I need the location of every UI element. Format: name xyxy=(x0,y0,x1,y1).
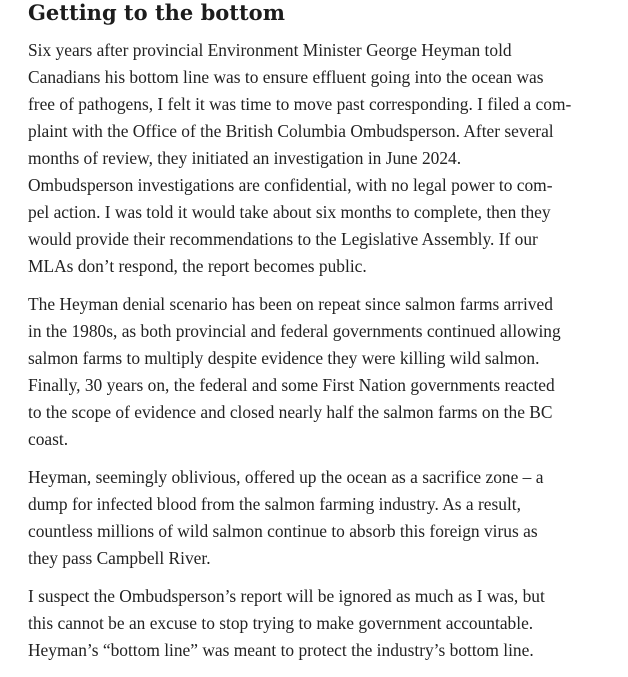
text-line: countless millions of wild salmon continue to absorb this foreign virus as xyxy=(28,521,538,541)
text-line: free of pathogens, I felt it was time to move past corresponding. I filed a com- xyxy=(28,94,572,114)
text-line: Heyman, seemingly oblivious, offered up the ocean as a sacrifice zone – a xyxy=(28,467,544,487)
text-line: months of review, they initiated an investigation in June 2024. xyxy=(28,148,462,168)
text-line: would provide their recommendations to the Legislative Assembly. If our xyxy=(28,229,538,249)
text-line: dump for infected blood from the salmon farming industry. As a result, xyxy=(28,494,521,514)
text-line: Finally, 30 years on, the federal and some First Nation governments reacted xyxy=(28,375,555,395)
paragraph-3 xyxy=(28,464,616,572)
text-line: I suspect the Ombudsperson’s report will be ignored as much as I was, but xyxy=(28,586,545,606)
article-heading: Getting to the bottom xyxy=(28,0,285,25)
text-line: coast. xyxy=(28,429,69,449)
article xyxy=(28,0,616,675)
paragraph-2 xyxy=(28,291,616,453)
text-line: Heyman’s “bottom line” was meant to protect the industry’s bottom line. xyxy=(28,640,534,660)
text-line: Canadians his bottom line was to ensure effluent going into the ocean was xyxy=(28,67,544,87)
text-line: salmon farms to multiply despite evidence they were killing wild salmon. xyxy=(28,348,540,368)
text-line: they pass Campbell River. xyxy=(28,548,211,568)
text-line: MLAs don’t respond, the report becomes public. xyxy=(28,256,367,276)
text-line: The Heyman denial scenario has been on repeat since salmon farms arrived xyxy=(28,294,553,314)
paragraph-4 xyxy=(28,583,616,664)
text-line: in the 1980s, as both provincial and federal governments continued allowing xyxy=(28,321,561,341)
text-line: plaint with the Office of the British Columbia Ombudsperson. After several xyxy=(28,121,554,141)
text-line: this cannot be an excuse to stop trying to make government accountable. xyxy=(28,613,534,633)
paragraph-1 xyxy=(28,37,616,280)
text-line: Ombudsperson investigations are confidential, with no legal power to com- xyxy=(28,175,553,195)
text-line: to the scope of evidence and closed nearly half the salmon farms on the BC xyxy=(28,402,553,422)
text-line: pel action. I was told it would take about six months to complete, then they xyxy=(28,202,551,222)
text-line: Six years after provincial Environment Minister George Heyman told xyxy=(28,40,512,60)
